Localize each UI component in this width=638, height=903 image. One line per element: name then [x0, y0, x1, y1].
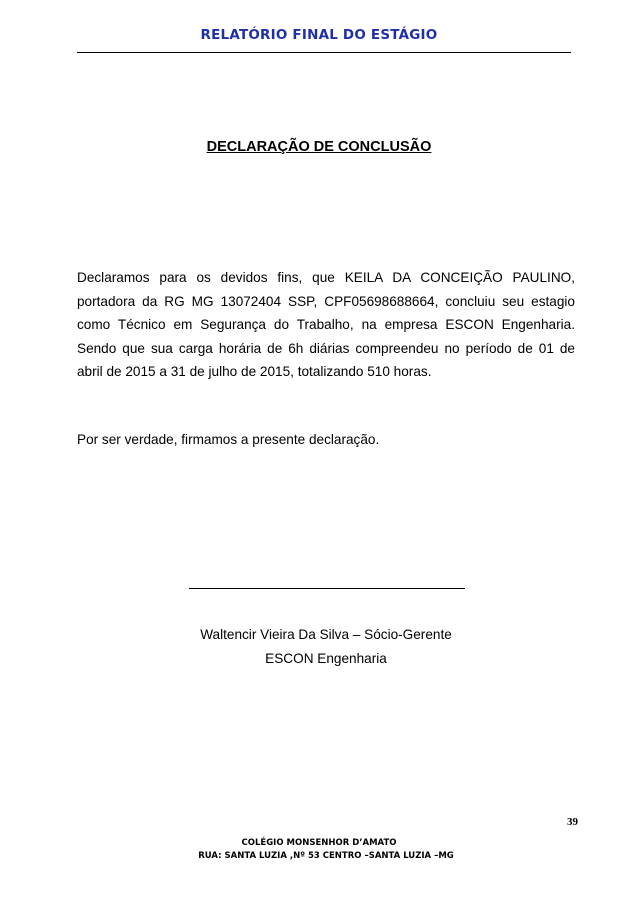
declaration-paragraph: Declaramos para os devidos fins, que KEILA DA CONCEIÇÃO PAULINO, portadora da RG MG 13072404 SSP, CPF05698688664, concluiu seu estagio como Técnico em Segurança do Trabalho, na empresa ESCON Engenharia. Sendo que sua carga horária de 6h diárias compreendeu no período de 01 de abril de 2015 a 31 de julho de 2015, totalizando 510 horas. — [77, 270, 575, 379]
signer-name: Waltencir Vieira Da Silva – Sócio-Gerente — [200, 627, 452, 642]
footer-school-name: COLÉGIO MONSENHOR D’AMATO — [241, 838, 397, 848]
page-number: 39 — [567, 816, 578, 828]
closing-statement: Por ser verdade, firmamos a presente declaração. — [77, 432, 380, 447]
footer-address: RUA: SANTA LUZIA ,Nº 53 CENTRO –SANTA LUZIA –MG — [198, 851, 454, 861]
signer-company: ESCON Engenharia — [265, 651, 387, 666]
document-title: DECLARAÇÃO DE CONCLUSÃO — [206, 139, 432, 155]
header-divider — [77, 52, 571, 53]
signature-line — [189, 588, 465, 589]
header-title: RELATÓRIO FINAL DO ESTÁGIO — [200, 27, 438, 43]
